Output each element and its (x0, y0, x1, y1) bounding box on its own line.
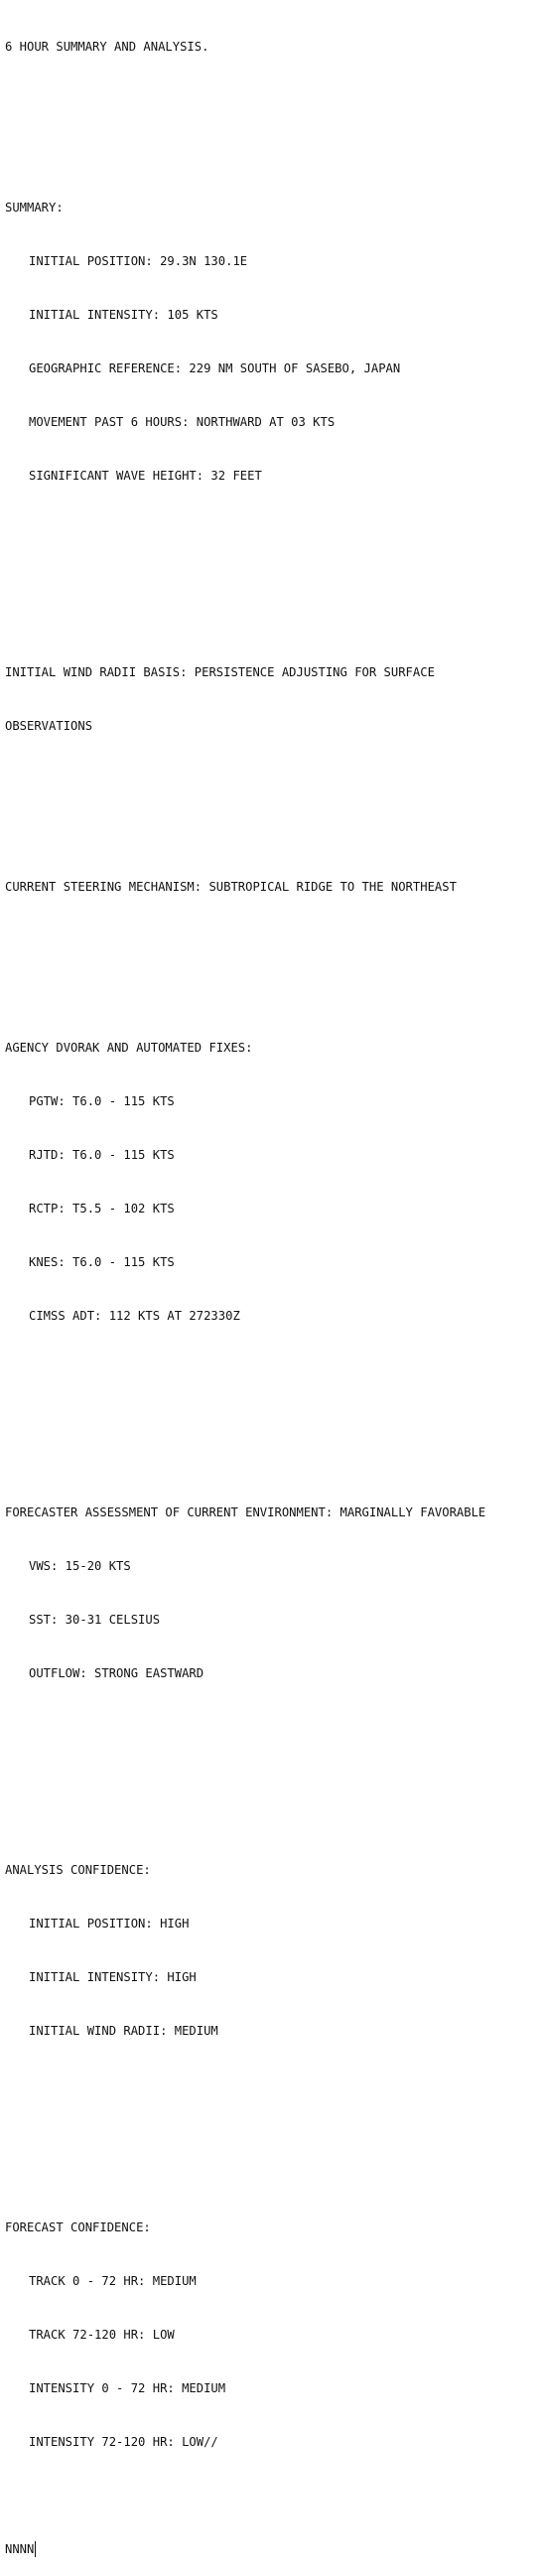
initial-position-line: INITIAL POSITION: 29.3N 130.1E (29, 254, 248, 268)
bulletin-document (5, 2, 539, 2576)
analysis-confidence-section (5, 1825, 539, 2075)
analysis-confidence-heading: ANALYSIS CONFIDENCE: (5, 1863, 151, 1877)
blank-line (5, 556, 539, 574)
wind-radii-line-2: OBSERVATIONS (5, 719, 93, 733)
blank-line (5, 2111, 539, 2129)
dvorak-heading: AGENCY DVORAK AND AUTOMATED FIXES: (5, 1041, 253, 1055)
environment-heading: FORECASTER ASSESSMENT OF CURRENT ENVIRONMENT: MARGINALLY FAVORABLE (5, 1505, 486, 1519)
blank-line (5, 91, 539, 109)
forecast-intensity-0-72: INTENSITY 0 - 72 HR: MEDIUM (29, 2381, 226, 2395)
blank-line (5, 1396, 539, 1414)
confidence-initial-wind-radii: INITIAL WIND RADII: MEDIUM (29, 2024, 218, 2038)
forecast-confidence-heading: FORECAST CONFIDENCE: (5, 2220, 151, 2234)
dvorak-fix-pgtw: PGTW: T6.0 - 115 KTS (29, 1094, 175, 1108)
footer-row (5, 2540, 539, 2558)
confidence-initial-intensity: INITIAL INTENSITY: HIGH (29, 1970, 197, 1984)
dvorak-section (5, 1003, 539, 1360)
forecast-confidence-section (5, 2183, 539, 2487)
blank-line (5, 931, 539, 949)
text-cursor (35, 2541, 36, 2557)
vws-line: VWS: 15-20 KTS (29, 1559, 131, 1573)
summary-heading: SUMMARY: (5, 201, 64, 215)
dvorak-fix-rjtd: RJTD: T6.0 - 115 KTS (29, 1148, 175, 1162)
footer-text: NNNN (5, 2542, 35, 2556)
bulletin-header: 6 HOUR SUMMARY AND ANALYSIS. (5, 40, 209, 54)
dvorak-fix-cimss-adt: CIMSS ADT: 112 KTS AT 272330Z (29, 1309, 240, 1323)
forecast-track-0-72: TRACK 0 - 72 HR: MEDIUM (29, 2274, 197, 2288)
confidence-initial-position: INITIAL POSITION: HIGH (29, 1917, 190, 1931)
geographic-reference-line: GEOGRAPHIC REFERENCE: 229 NM SOUTH OF SASEBO, JAPAN (29, 361, 401, 375)
forecast-track-72-120: TRACK 72-120 HR: LOW (29, 2328, 175, 2342)
summary-section (5, 163, 539, 520)
blank-line (5, 1754, 539, 1772)
sst-line: SST: 30-31 CELSIUS (29, 1613, 161, 1627)
wind-radii-line-1: INITIAL WIND RADII BASIS: PERSISTENCE ADJUSTING FOR SURFACE (5, 665, 435, 679)
wave-height-line: SIGNIFICANT WAVE HEIGHT: 32 FEET (29, 469, 262, 483)
forecast-intensity-72-120: INTENSITY 72-120 HR: LOW// (29, 2435, 218, 2449)
dvorak-fix-rctp: RCTP: T5.5 - 102 KTS (29, 1202, 175, 1216)
blank-line (5, 806, 539, 824)
movement-line: MOVEMENT PAST 6 HOURS: NORTHWARD AT 03 KTS (29, 415, 336, 429)
wind-radii-section (5, 628, 539, 771)
dvorak-fix-knes: KNES: T6.0 - 115 KTS (29, 1255, 175, 1269)
outflow-line: OUTFLOW: STRONG EASTWARD (29, 1666, 204, 1680)
steering-mechanism-line: CURRENT STEERING MECHANISM: SUBTROPICAL RIDGE TO THE NORTHEAST (5, 880, 457, 894)
initial-intensity-line: INITIAL INTENSITY: 105 KTS (29, 308, 218, 322)
environment-section (5, 1468, 539, 1718)
